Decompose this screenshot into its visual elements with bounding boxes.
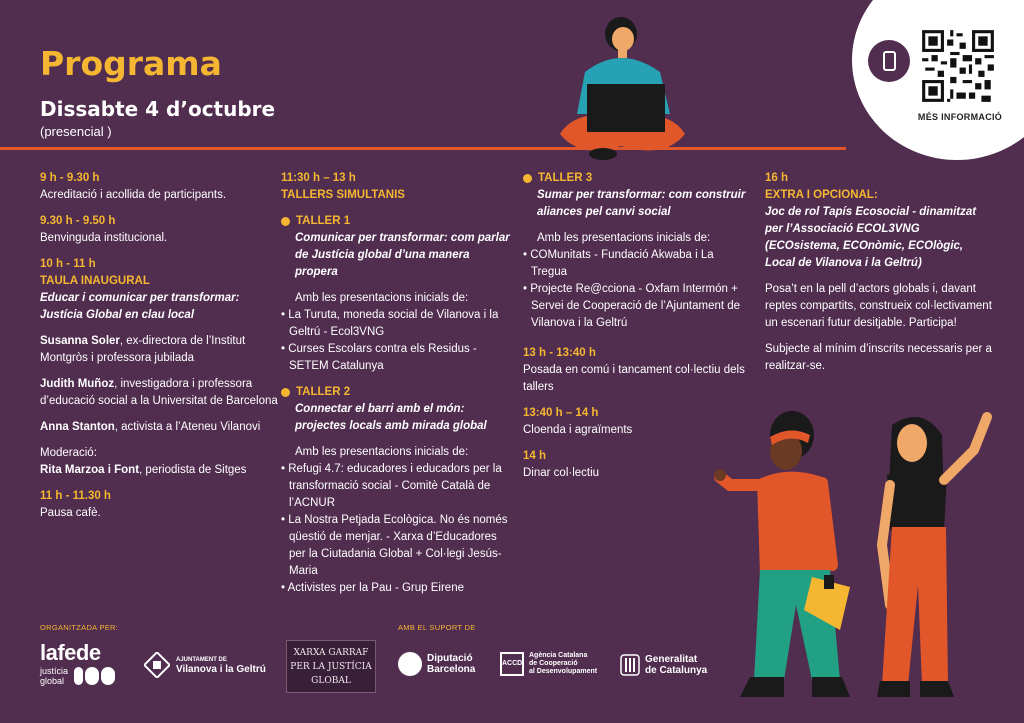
bullet-dot-icon <box>523 174 532 183</box>
session-text: Posa’t en la pell d’actors globals i, davant reptes compartits, construeix col·lectivament un escenari futur desitjable. Participa! <box>765 283 992 329</box>
workshop-label: TALLER 2 <box>281 384 511 401</box>
workshop-item: • Activistes per la Pau - Grup Eirene <box>281 582 464 594</box>
session-label: EXTRA I OPCIONAL: <box>765 189 878 201</box>
workshop-title: Connectar el barri amb el món: projectes locals amb mirada global <box>295 403 487 432</box>
panelist-name: Anna Stanton <box>40 421 115 433</box>
schedule-column-1 <box>40 170 280 522</box>
workshop-intro: Amb les presentacions inicials de: <box>537 232 711 244</box>
accd-line-1: Agència Catalana <box>529 652 588 659</box>
organized-by-label: ORGANITZADA PER: <box>40 623 119 632</box>
workshop-item: • Curses Escolars contra els Residus - SETEM Catalunya <box>281 343 477 372</box>
lafede-sub-1: justícia <box>40 666 69 676</box>
more-info-label[interactable]: MÉS INFORMACIÓ <box>917 112 1003 122</box>
support-label: AMB EL SUPORT DE <box>398 623 476 632</box>
accd-line-2: de Cooperació <box>529 660 578 667</box>
panelist <box>40 419 280 436</box>
schedule-column-2 <box>281 170 511 597</box>
xarxa-line-2: PER LA JUSTÍCIA <box>290 662 372 672</box>
generalitat-line-1: Generalitat <box>645 654 698 665</box>
workshop-title: Comunicar per transformar: com parlar de Justícia global d’una manera propera <box>295 232 510 278</box>
schedule-column-4 <box>765 170 995 375</box>
workshop-title: Sumar per transformar: com construir aliances pel canvi social <box>537 189 746 218</box>
panelist-name: Susanna Soler <box>40 335 120 347</box>
phone-icon <box>868 40 910 82</box>
session-text: Dinar col·lectiu <box>523 467 600 479</box>
ajuntament-logo[interactable] <box>144 652 266 678</box>
event-date: Dissabte 4 d’octubre <box>40 97 276 121</box>
lafede-logo[interactable] <box>40 640 115 686</box>
workshop-item: • Projecte Re@cciona - Oxfam Intermón + Servei de Cooperació de l’Ajuntament de Vilanova i la Geltrú <box>523 283 741 329</box>
session-time: 11 h - 11.30 h <box>40 490 111 502</box>
accd-logo[interactable] <box>500 652 597 676</box>
workshop-item: • La Turuta, moneda social de Vilanova i la Geltrú - Ecol3VNG <box>281 309 499 338</box>
moderator-name: Rita Marzoa i Font <box>40 464 140 476</box>
panelist <box>40 376 280 410</box>
session-text: Acreditació i acollida de participants. <box>40 189 227 201</box>
session-subtitle: Joc de rol Tapís Ecosocial - dinamitzat per l’Associació ECOL3VNG (ECOsistema, ECOnòmic, ECOlògic, Local de Vilanova i la Geltrú) <box>765 206 977 269</box>
lafede-name: lafede <box>40 640 101 665</box>
generalitat-line-2: de Catalunya <box>645 665 708 676</box>
lafede-sub-2: global <box>40 676 65 686</box>
workshop-intro: Amb les presentacions inicials de: <box>295 292 469 304</box>
workshop-item: • Refugi 4.7: educadores i educadors per la transformació social - Comitè Català de l’ACNUR <box>281 463 502 509</box>
session-label: TAULA INAUGURAL <box>40 275 150 287</box>
panelist-role: , ex-directora de l’Institut Montgròs i professora jubilada <box>40 335 246 364</box>
xarxa-line-1: XARXA GARRAF <box>293 648 369 658</box>
lafede-dots-icon <box>74 667 115 685</box>
accd-line-3: al Desenvolupament <box>529 668 598 675</box>
workshop-item: • COMunitats - Fundació Akwaba i La Tregua <box>523 249 714 278</box>
accd-emblem-icon: ACCD <box>500 652 524 676</box>
session-time: 14 h <box>523 450 547 462</box>
panelist <box>40 333 280 367</box>
header-divider <box>0 147 846 150</box>
panelist-role: , investigadora i professora d’educació social a la Universitat de Barcelona <box>40 378 278 407</box>
session-time: 13:40 h – 14 h <box>523 407 599 419</box>
xarxa-garraf-logo[interactable] <box>286 640 376 693</box>
bullet-dot-icon <box>281 217 290 226</box>
person-laptop-illustration <box>555 14 695 164</box>
session-text: Pausa cafè. <box>40 507 101 519</box>
generalitat-emblem-icon <box>620 654 640 676</box>
panelist-name: Judith Muñoz <box>40 378 115 390</box>
session-time: 9 h - 9.30 h <box>40 172 100 184</box>
session-time: 10 h - 11 h <box>40 258 96 270</box>
moderator <box>40 462 280 479</box>
diputacio-logo[interactable] <box>398 652 475 676</box>
session-time: 11:30 h – 13 h <box>281 172 356 184</box>
generalitat-logo[interactable] <box>620 654 707 676</box>
diputacio-emblem-icon <box>398 652 422 676</box>
workshop-label: TALLER 1 <box>281 213 511 230</box>
workshop-label: TALLER 3 <box>523 170 748 187</box>
diputacio-line-2: Barcelona <box>427 664 476 675</box>
workshop-item: • La Nostra Petjada Ecològica. No és només qüestió de menjar. - Xarxa d’Educadores per la Ciutadania Global + Col·legi Jesús-Maria <box>281 514 508 577</box>
moderation-label: Moderació: <box>40 447 97 459</box>
session-label: TALLERS SIMULTANIS <box>281 189 405 201</box>
session-note: Subjecte al mínim d’inscrits necessaris per a realitzar-se. <box>765 343 992 372</box>
qr-code[interactable] <box>919 27 997 105</box>
session-time: 9.30 h - 9.50 h <box>40 215 116 227</box>
session-text: Benvinguda institucional. <box>40 232 168 244</box>
session-time: 16 h <box>765 172 789 184</box>
xarxa-line-3: GLOBAL <box>311 676 351 686</box>
workshop-intro: Amb les presentacions inicials de: <box>295 446 469 458</box>
session-subtitle: Educar i comunicar per transformar: Justícia Global en clau local <box>40 292 240 321</box>
diputacio-line-1: Diputació <box>427 653 473 664</box>
session-time: 13 h - 13:40 h <box>523 347 596 359</box>
women-illustration <box>712 405 1002 705</box>
event-mode: (presencial ) <box>40 124 112 139</box>
ajuntament-line-2: Vilanova i la Geltrú <box>176 664 266 675</box>
moderator-role: , periodista de Sitges <box>139 464 247 476</box>
bullet-dot-icon <box>281 388 290 397</box>
session-text: Cloenda i agraïments <box>523 424 633 436</box>
ajuntament-line-1: AJUNTAMENT DE <box>176 657 227 663</box>
panelist-role: , activista a l’Ateneu Vilanovi <box>114 421 261 433</box>
session-text: Posada en comú i tancament col·lectiu dels tallers <box>523 364 745 393</box>
page-title: Programa <box>40 44 222 83</box>
ajuntament-shield-icon <box>144 652 170 678</box>
